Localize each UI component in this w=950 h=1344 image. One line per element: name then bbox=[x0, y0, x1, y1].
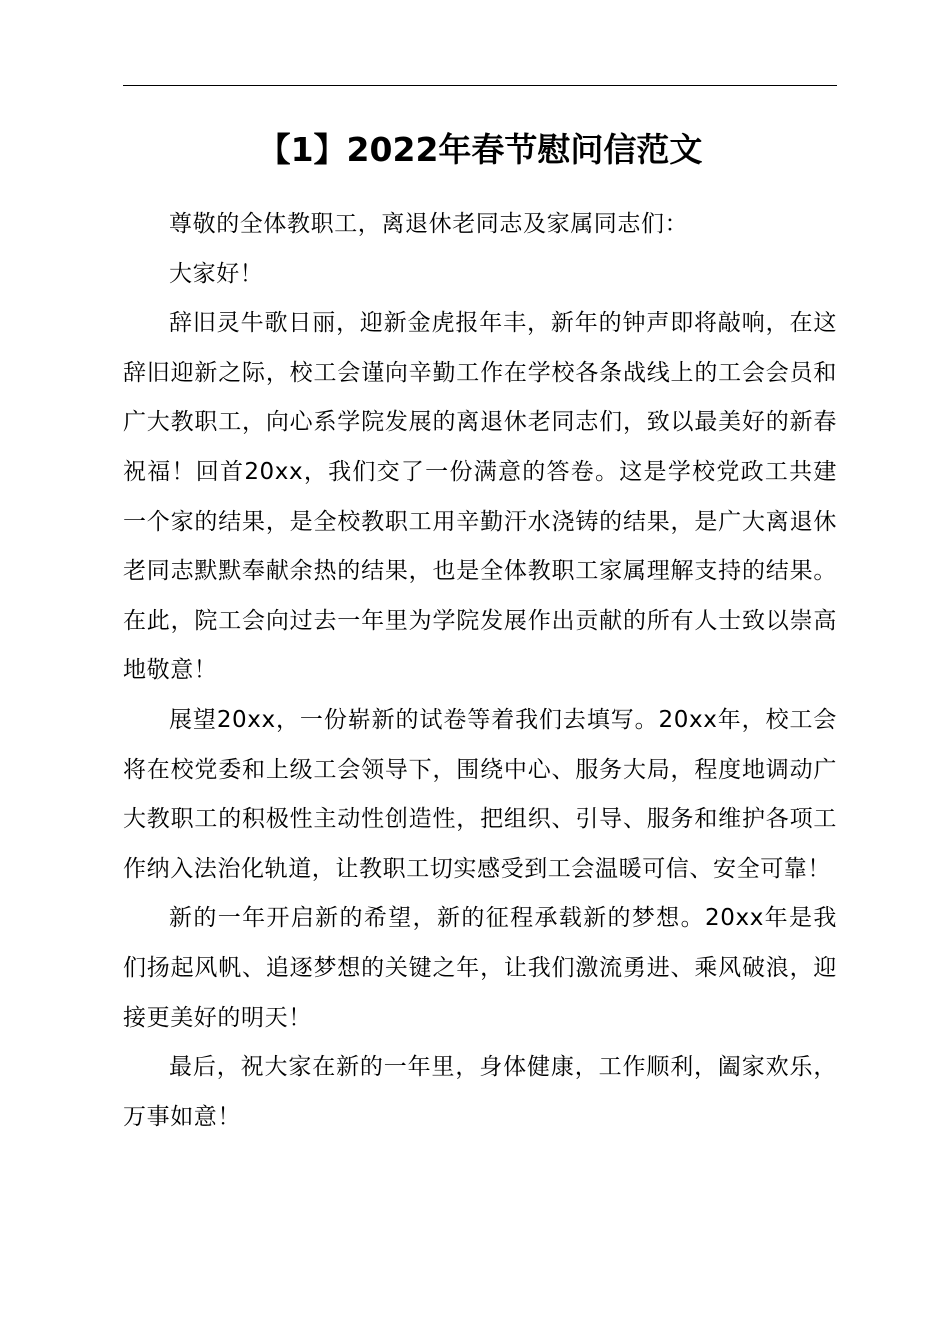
header-divider bbox=[123, 85, 837, 86]
paragraph-outlook: 展望20xx，一份崭新的试卷等着我们去填写。20xx年，校工会将在校党委和上级工会领导下，围绕中心、服务大局，程度地调动广大教职工的积极性主动性创造性，把组织、引导、服务和维护各项工作纳入法治化轨道，让教职工切实感受到工会温暖可信、安全可靠！ bbox=[123, 706, 837, 882]
paragraph-hope: 新的一年开启新的希望，新的征程承载新的梦想。20xx年是我们扬起风帆、追逐梦想的关键之年，让我们激流勇进、乘风破浪，迎接更美好的明天！ bbox=[123, 905, 837, 1031]
letter-body bbox=[123, 200, 837, 1142]
paragraph-review: 辞旧灵牛歌日丽，迎新金虎报年丰，新年的钟声即将敲响，在这辞旧迎新之际，校工会谨向辛勤工作在学校各条战线上的工会会员和广大教职工，向心系学院发展的离退休老同志们，致以最美好的新春祝福！回首20xx，我们交了一份满意的答卷。这是学校党政工共建一个家的结果，是全校教职工用辛勤汗水浇铸的结果，是广大离退休老同志默默奉献余热的结果，也是全体教职工家属理解支持的结果。在此，院工会向过去一年里为学院发展作出贡献的所有人士致以崇高地敬意！ bbox=[123, 310, 837, 684]
document-title: 【1】2022年春节慰问信范文 bbox=[257, 130, 703, 169]
greeting: 大家好！ bbox=[169, 260, 264, 287]
closing-wishes: 最后，祝大家在新的一年里，身体健康，工作顺利，阖家欢乐，万事如意！ bbox=[123, 1054, 837, 1130]
salutation: 尊敬的全体教职工，离退休老同志及家属同志们： bbox=[169, 211, 689, 237]
